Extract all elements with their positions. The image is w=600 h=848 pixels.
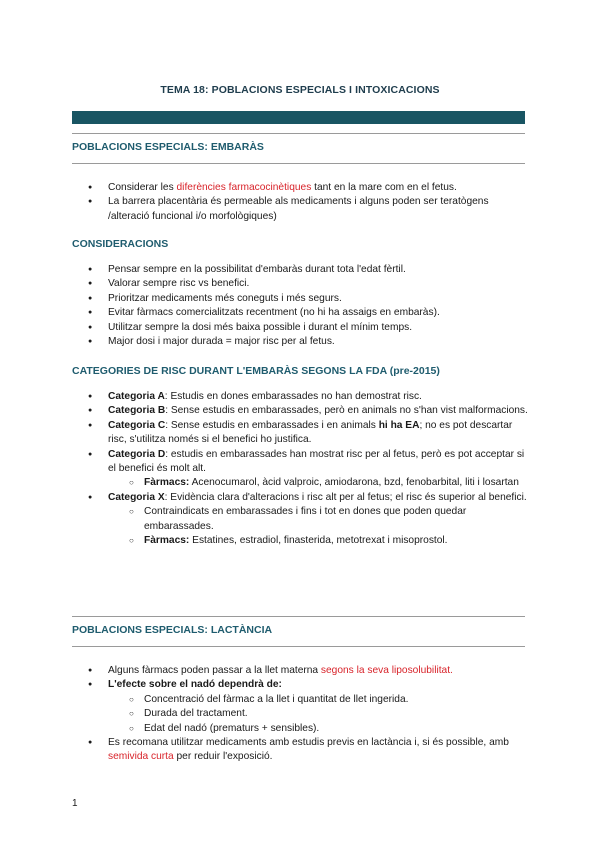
- list-item: ● Pensar sempre en la possibilitat d'embaràs durant tota l'edat fèrtil.: [72, 263, 532, 277]
- sub-list-item: ○ Fàrmacs: Acenocumarol, àcid valproic, amiodarona, bzd, fenobarbital, liti i losartan: [108, 476, 532, 490]
- section-heading-lactancia: POBLACIONS ESPECIALS: LACTÀNCIA: [72, 624, 273, 636]
- list-item: ● Alguns fàrmacs poden passar a la llet materna segons la seva liposolubilitat.: [72, 664, 532, 678]
- list-item: ● Evitar fàrmacs comercialitzats recentment (no hi ha assaigs en embaràs).: [72, 306, 532, 320]
- sub-list-item: ○ Concentració del fàrmac a la llet i quantitat de llet ingerida.: [108, 693, 532, 707]
- section-heading-categories: CATEGORIES DE RISC DURANT L'EMBARÀS SEGONS LA FDA (pre-2015): [72, 365, 440, 377]
- section-heading-consideracions: CONSIDERACIONS: [72, 238, 169, 250]
- list-item: ● Utilitzar sempre la dosi més baixa possible i durant el mínim temps.: [72, 321, 532, 335]
- category-d: ● Categoria D: estudis en embarassades han mostrat risc per al fetus, però es pot acceptar si el benefici és molt alt. ○ Fàrmacs: Acenocumarol, àcid valproic, amiodarona, bzd, fenobarbital, liti i losartan: [72, 448, 532, 491]
- section-heading-embaras: POBLACIONS ESPECIALS: EMBARÀS: [72, 141, 264, 153]
- list-item: ● Es recomana utilitzar medicaments amb estudis previs en lactància i, si és possible, amb semivida curta per reduir l'exposició.: [72, 736, 532, 765]
- category-a: ● Categoria A: Estudis en dones embarassades no han demostrat risc.: [72, 390, 532, 404]
- category-x-sublist: [108, 505, 532, 548]
- divider: [72, 163, 525, 164]
- list-item: ● Considerar les diferències farmacocinètiques tant en la mare com en el fetus.: [72, 181, 532, 195]
- list-item: ● Major dosi i major durada = major risc per al fetus.: [72, 335, 532, 349]
- divider: [72, 646, 525, 647]
- lactancia-list: [72, 664, 532, 765]
- page-number: 1: [72, 798, 78, 809]
- list-item: ● Prioritzar medicaments més coneguts i més segurs.: [72, 292, 532, 306]
- divider: [72, 133, 525, 134]
- list-item: ● Valorar sempre risc vs benefici.: [72, 277, 532, 291]
- category-b: ● Categoria B: Sense estudis en embarassades, però en animals no s'han vist malformacions.: [72, 404, 532, 418]
- categories-list: [72, 390, 532, 548]
- embaras-list: [72, 181, 532, 224]
- list-item: ● L'efecte sobre el nadó dependrà de: ○ Concentració del fàrmac a la llet i quantitat de llet ingerida. ○ Durada del tractament. ○ Edat del nadó (prematurs + sensibles).: [72, 678, 532, 736]
- consideracions-list: [72, 263, 532, 349]
- category-c: ● Categoria C: Sense estudis en embarassades i en animals hi ha EA; no es pot descartar risc, s'utilitza només si el benefici ho justifica.: [72, 419, 532, 448]
- sub-list-item: ○ Fàrmacs: Estatines, estradiol, finasterida, metotrexat i misoprostol.: [108, 534, 532, 548]
- highlight-text: diferències farmacocinètiques: [176, 182, 312, 193]
- highlight-text: segons la seva liposolubilitat.: [320, 665, 453, 676]
- list-item: ● La barrera placentària és permeable als medicaments i alguns poden ser teratògens /alteració funcional i/o morfològiques): [72, 195, 532, 224]
- highlight-text: semivida curta: [108, 751, 174, 763]
- sub-list-item: ○ Durada del tractament.: [108, 707, 532, 721]
- lactancia-sublist: [108, 693, 532, 736]
- page-title: TEMA 18: POBLACIONS ESPECIALS I INTOXICACIONS: [160, 84, 440, 96]
- category-x: ● Categoria X: Evidència clara d'alteracions i risc alt per al fetus; el risc és superior al benefici. ○ Contraindicats en embarassades i fins i tot en dones que poden quedar embarassades. ○ Fàrmacs: Estatines, estradiol, finasterida, metotrexat i misoprostol.: [72, 491, 532, 549]
- sub-list-item: ○ Contraindicats en embarassades i fins i tot en dones que poden quedar embarassades.: [108, 505, 532, 534]
- sub-list-item: ○ Edat del nadó (prematurs + sensibles).: [108, 722, 532, 736]
- category-d-sublist: [108, 476, 532, 490]
- title-bar: [72, 111, 525, 124]
- divider: [72, 616, 525, 617]
